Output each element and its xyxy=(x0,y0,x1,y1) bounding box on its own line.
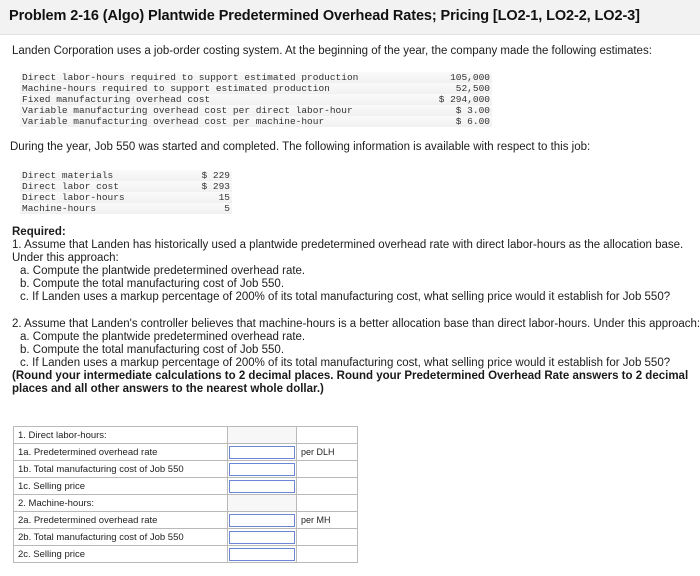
table-row xyxy=(14,444,358,461)
answer-cell xyxy=(228,529,297,546)
problem-title: Problem 2-16 (Algo) Plantwide Predetermined Overhead Rates; Pricing [LO2-1, LO2-2, LO2-3] xyxy=(9,8,640,24)
answer-cell-empty xyxy=(228,495,297,512)
question-1-approach: Under this approach: xyxy=(12,252,119,264)
problem-header xyxy=(0,0,700,35)
job-row xyxy=(20,181,232,192)
table-row xyxy=(14,495,358,512)
job-row xyxy=(20,170,232,181)
answer-input-1c[interactable] xyxy=(229,480,295,493)
estimate-label: Machine-hours required to support estimated production xyxy=(22,83,330,94)
table-row xyxy=(14,478,358,495)
estimate-label: Fixed manufacturing overhead cost xyxy=(22,94,211,105)
answer-cell xyxy=(228,546,297,563)
answer-input-2b[interactable] xyxy=(229,531,295,544)
required-section xyxy=(12,226,700,304)
estimate-row xyxy=(20,105,492,116)
row-label: 1b. Total manufacturing cost of Job 550 xyxy=(14,461,228,478)
estimate-value: 105,000 xyxy=(450,72,490,83)
job-label: Machine-hours xyxy=(22,203,97,214)
unit-label xyxy=(297,495,358,512)
answer-cell xyxy=(228,461,297,478)
question-2: 2. Assume that Landen's controller believes that machine-hours is a better allocation base than direct labor-hours. Under this approach: xyxy=(12,318,700,330)
unit-label: per MH xyxy=(297,512,358,529)
answer-cell xyxy=(228,444,297,461)
question-1c: c. If Landen uses a markup percentage of 200% of its total manufacturing cost, what selling price would it establish for Job 550? xyxy=(20,291,671,303)
answer-input-1b[interactable] xyxy=(229,463,295,476)
estimate-value: 52,500 xyxy=(455,83,490,94)
question-2a: a. Compute the plantwide predetermined overhead rate. xyxy=(20,331,306,343)
unit-label: per DLH xyxy=(297,444,358,461)
row-label: 1. Direct labor-hours: xyxy=(14,427,228,444)
estimate-row xyxy=(20,116,492,127)
unit-label xyxy=(297,546,358,563)
job-value: 15 xyxy=(218,192,230,203)
job-label: Direct materials xyxy=(22,170,114,181)
job-label: Direct labor cost xyxy=(22,181,119,192)
estimate-row xyxy=(20,83,492,94)
estimate-row xyxy=(20,94,492,105)
answer-cell xyxy=(228,478,297,495)
question-2c: c. If Landen uses a markup percentage of 200% of its total manufacturing cost, what selling price would it establish for Job 550? xyxy=(20,357,671,369)
table-row xyxy=(14,512,358,529)
answer-cell-empty xyxy=(228,427,297,444)
table-row xyxy=(14,546,358,563)
rounding-note: (Round your intermediate calculations to 2 decimal places. Round your Predetermined Overhead Rate answers to 2 decimal places and all other answers to the nearest whole dollar.) xyxy=(12,370,689,395)
row-label: 2b. Total manufacturing cost of Job 550 xyxy=(14,529,228,546)
unit-label xyxy=(297,529,358,546)
row-label: 2c. Selling price xyxy=(14,546,228,563)
unit-label xyxy=(297,478,358,495)
intro-text: Landen Corporation uses a job-order costing system. At the beginning of the year, the company made the following estimates: xyxy=(12,45,652,57)
row-label: 1a. Predetermined overhead rate xyxy=(14,444,228,461)
answer-table xyxy=(13,426,358,563)
estimate-value: $ 3.00 xyxy=(455,105,490,116)
estimate-label: Variable manufacturing overhead cost per direct labor-hour xyxy=(22,105,353,116)
estimate-value: $ 6.00 xyxy=(455,116,490,127)
estimates-table xyxy=(20,72,492,127)
question-1a: a. Compute the plantwide predetermined overhead rate. xyxy=(20,265,306,277)
answer-input-2c[interactable] xyxy=(229,548,295,561)
job-value: $ 229 xyxy=(201,170,230,181)
estimate-value: $ 294,000 xyxy=(438,94,490,105)
unit-label xyxy=(297,427,358,444)
job-value: 5 xyxy=(224,203,230,214)
row-label: 1c. Selling price xyxy=(14,478,228,495)
job-data-table xyxy=(20,170,232,214)
estimate-label: Variable manufacturing overhead cost per machine-hour xyxy=(22,116,325,127)
part-2-section xyxy=(12,318,700,396)
answer-input-1a[interactable] xyxy=(229,446,295,459)
job-row xyxy=(20,203,232,214)
row-label: 2a. Predetermined overhead rate xyxy=(14,512,228,529)
question-2b: b. Compute the total manufacturing cost of Job 550. xyxy=(20,344,285,356)
estimate-label: Direct labor-hours required to support estimated production xyxy=(22,72,359,83)
required-title: Required: xyxy=(12,226,66,238)
estimate-row xyxy=(20,72,492,83)
answer-cell xyxy=(228,512,297,529)
answer-input-2a[interactable] xyxy=(229,514,295,527)
during-text: During the year, Job 550 was started and completed. The following information is available with respect to this job: xyxy=(10,141,591,153)
unit-label xyxy=(297,461,358,478)
job-row xyxy=(20,192,232,203)
table-row xyxy=(14,427,358,444)
row-label: 2. Machine-hours: xyxy=(14,495,228,512)
question-1: 1. Assume that Landen has historically used a plantwide predetermined overhead rate with direct labor-hours as the allocation base. xyxy=(12,239,684,251)
job-label: Direct labor-hours xyxy=(22,192,125,203)
table-row xyxy=(14,529,358,546)
table-row xyxy=(14,461,358,478)
job-value: $ 293 xyxy=(201,181,230,192)
question-1b: b. Compute the total manufacturing cost of Job 550. xyxy=(20,278,285,290)
